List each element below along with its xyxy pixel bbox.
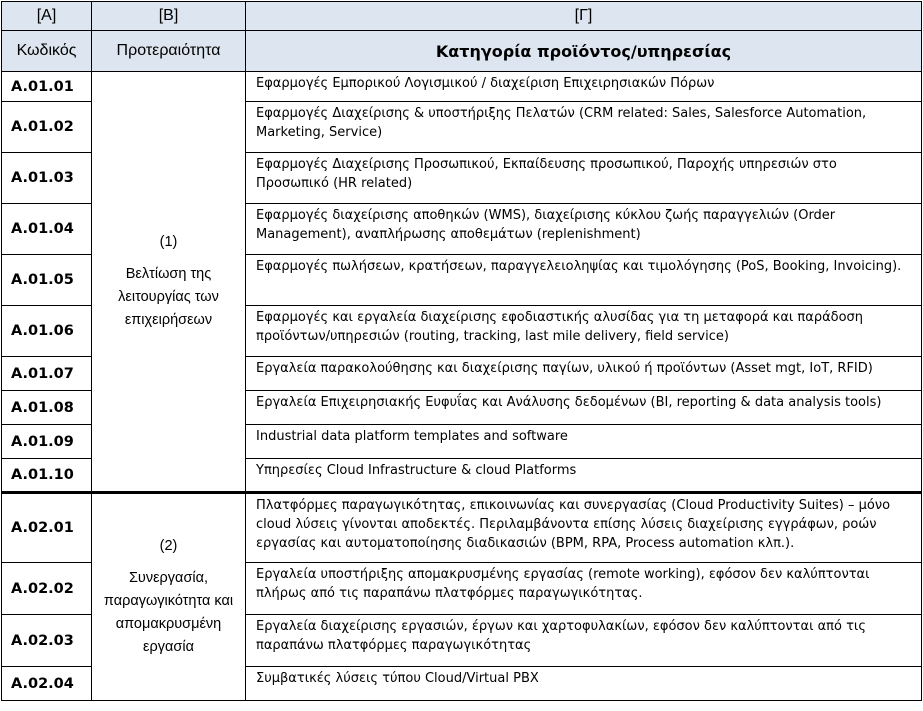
row-description: Εργαλεία παρακολούθησης και διαχείρισης παγίων, υλικού ή προϊόντων (Asset mgt, IoT, RFID) [246, 357, 922, 391]
product-category-table [1, 1, 922, 701]
col-c-letter: [Γ] [246, 2, 922, 31]
col-c-title: Κατηγορία προϊόντος/υπηρεσίας [246, 31, 922, 72]
row-description: Εφαρμογές και εργαλεία διαχείρισης εφοδιαστικής αλυσίδας για τη μεταφορά και παράδοση προϊόντων/υπηρεσιών (routing, tracking, last mile delivery, field service) [246, 306, 922, 357]
row-code: A.01.06 [2, 306, 92, 357]
priority-cell [92, 493, 246, 701]
row-code: A.01.04 [2, 204, 92, 255]
row-code: A.01.09 [2, 425, 92, 459]
row-description: Εφαρμογές Διαχείρισης & υποστήριξης Πελατών (CRM related: Sales, Salesforce Automation, Marketing, Service) [246, 102, 922, 153]
row-code: A.01.10 [2, 459, 92, 493]
col-a-letter: [Α] [2, 2, 92, 31]
priority-number: (1) [159, 234, 178, 250]
priority-label: Συνεργασία, παραγωγικότητα και απομακρυσμένη εργασία [103, 570, 234, 655]
row-description: Industrial data platform templates and software [246, 425, 922, 459]
priority-number: (2) [159, 538, 178, 554]
header-row-titles [2, 31, 922, 72]
row-code: A.01.07 [2, 357, 92, 391]
table-row [2, 493, 922, 563]
row-code: A.01.05 [2, 255, 92, 306]
row-description: Εργαλεία Επιχειρησιακής Ευφυΐας και Ανάλυσης δεδομένων (BI, reporting & data analysis tools) [246, 391, 922, 425]
row-description: Συμβατικές λύσεις τύπου Cloud/Virtual PBX [246, 667, 922, 701]
col-a-title: Κωδικός [2, 31, 92, 72]
row-description: Εργαλεία υποστήριξης απομακρυσμένης εργασίας (remote working), εφόσον δεν καλύπτονται πλήρως από τις παραπάνω πλατφόρμες παραγωγικότητας. [246, 563, 922, 615]
table-row [2, 72, 922, 102]
priority-cell [92, 72, 246, 493]
priority-label: Βελτίωση της λειτουργίας των επιχειρήσεων [118, 266, 219, 328]
row-description: Εφαρμογές διαχείρισης αποθηκών (WMS), διαχείρισης κύκλου ζωής παραγγελιών (Order Management), αναπλήρωσης αποθεμάτων (replenishment) [246, 204, 922, 255]
row-code: A.02.01 [2, 493, 92, 563]
row-code: A.01.08 [2, 391, 92, 425]
row-code: A.01.03 [2, 153, 92, 204]
row-code: A.01.01 [2, 72, 92, 102]
row-code: A.02.04 [2, 667, 92, 701]
row-description: Εφαρμογές Εμπορικού Λογισμικού / διαχείριση Επιχειρησιακών Πόρων [246, 72, 922, 102]
header-row-letters [2, 2, 922, 31]
row-description: Πλατφόρμες παραγωγικότητας, επικοινωνίας και συνεργασίας (Cloud Productivity Suites) – μόνο cloud λύσεις γίνονται αποδεκτές. Περιλαμβάνοντα επίσης λύσεις διαχείρισης εγγράφων, ροών εργασίας και αυτοματοποίησης διαδικασιών (BPM, RPA, Process automation κλπ.). [246, 493, 922, 563]
row-code: A.02.02 [2, 563, 92, 615]
row-code: A.01.02 [2, 102, 92, 153]
row-description: Εφαρμογές Διαχείρισης Προσωπικού, Εκπαίδευσης προσωπικού, Παροχής υπηρεσιών στο Προσωπικό (HR related) [246, 153, 922, 204]
col-b-title: Προτεραιότητα [92, 31, 246, 72]
col-b-letter: [Β] [92, 2, 246, 31]
row-description: Εφαρμογές πωλήσεων, κρατήσεων, παραγγελειοληψίας και τιμολόγησης (PoS, Booking, Invoicing). [246, 255, 922, 306]
row-description: Εργαλεία διαχείρισης εργασιών, έργων και χαρτοφυλακίων, εφόσον δεν καλύπτονται από τις παραπάνω πλατφόρμες παραγωγικότητας [246, 615, 922, 667]
row-description: Υπηρεσίες Cloud Infrastructure & cloud Platforms [246, 459, 922, 493]
row-code: A.02.03 [2, 615, 92, 667]
